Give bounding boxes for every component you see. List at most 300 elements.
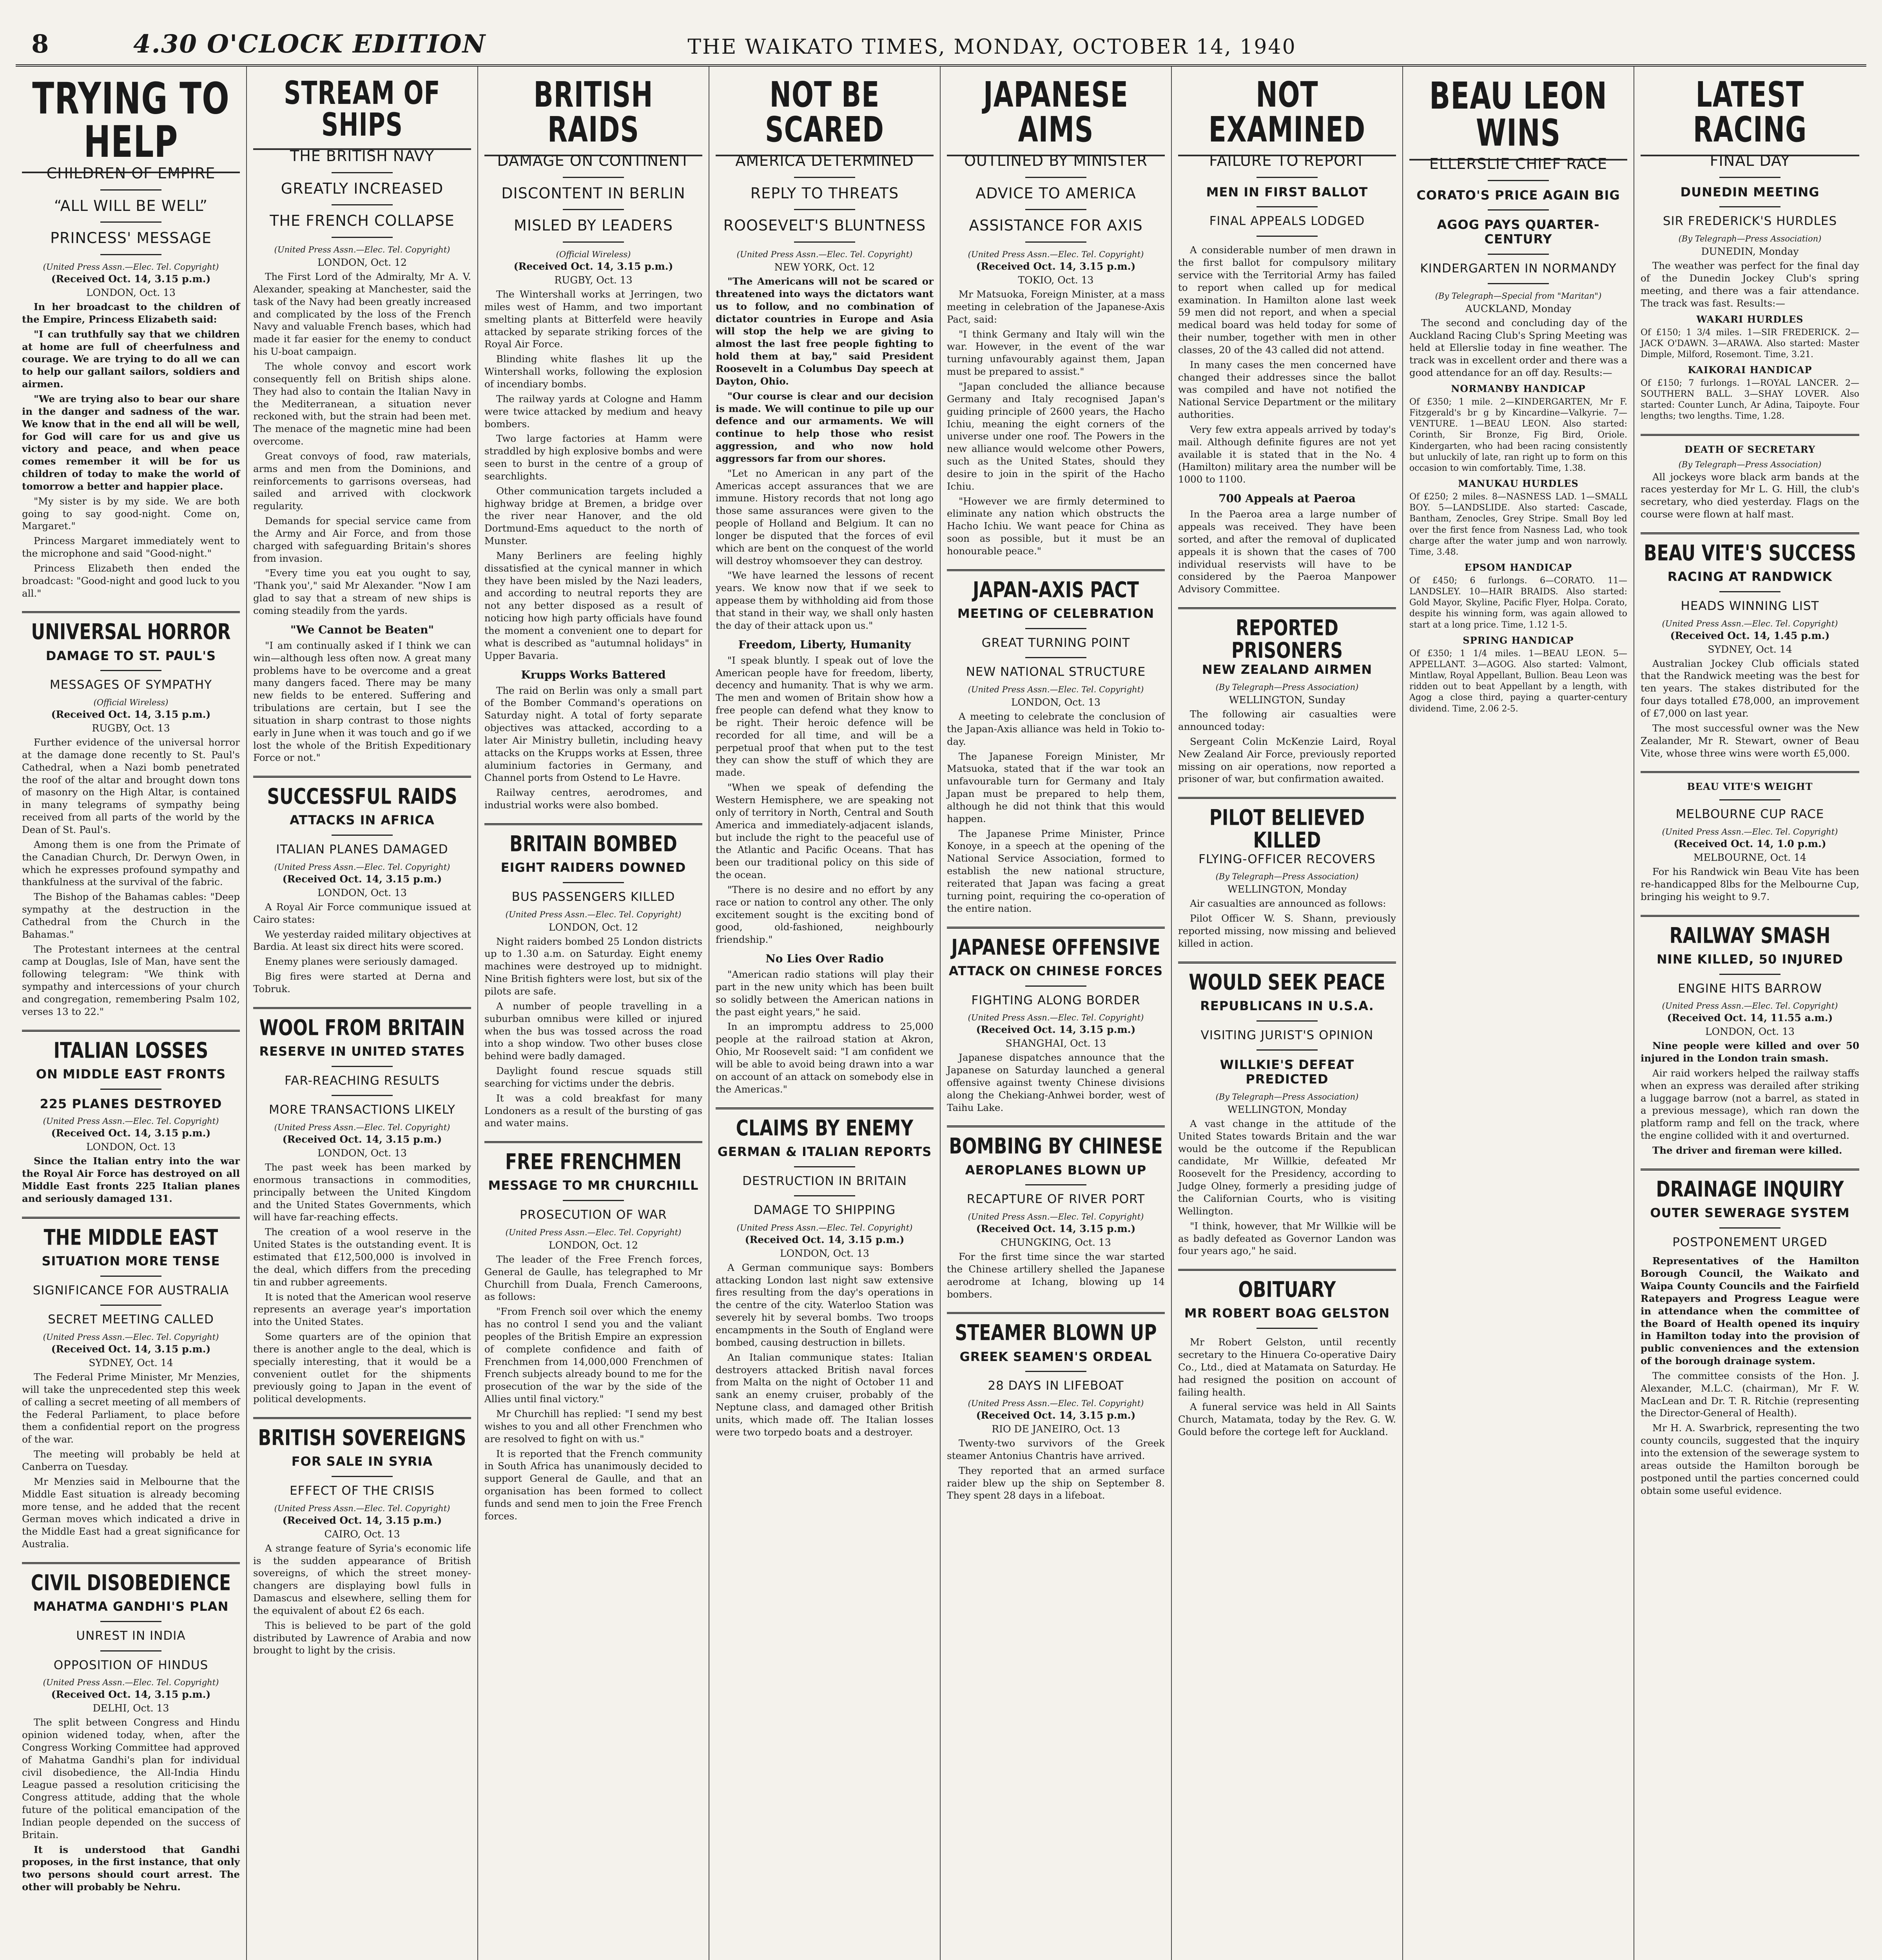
subheading: NINE KILLED, 50 INJURED <box>1657 951 1843 967</box>
wire-credit: (United Press Assn.—Elec. Tel. Copyright) <box>1662 619 1838 628</box>
subheading: AGOG PAYS QUARTER-CENTURY <box>1437 217 1600 247</box>
subheading: FOR SALE IN SYRIA <box>291 1454 433 1469</box>
paragraph: "When we speak of defending the Western Hemisphere, we are speaking not only of territory in North, Central and South America and immediately-adjacent islands, but include the right to the peaceful use of the Atlantic and Pacific Oceans. That has been our traditional policy on this side of the ocean. <box>716 782 934 881</box>
subheading: FLYING-OFFICER RECOVERS <box>1198 852 1376 866</box>
paragraph: Very few extra appeals arrived by today's mail. Although definite figures are not yet available it is stated that in the No. 4 (Hamilton) military area the number will be 1000 to 1100. <box>1178 423 1396 485</box>
wire-credit: (United Press Assn.—Elec. Tel. Copyright) <box>968 1212 1144 1222</box>
dateline: SYDNEY, Oct. 14 <box>1708 643 1792 655</box>
dateline: DUNEDIN, Monday <box>1701 246 1799 258</box>
received-time: (Received Oct. 14, 1.45 p.m.) <box>1670 630 1830 641</box>
paragraph: Twenty-two survivors of the Greek steamer Antonius Chantris have arrived. <box>947 1437 1165 1461</box>
headline: THE MIDDLE EAST <box>44 1225 218 1250</box>
headline: NOT BE SCARED <box>716 72 934 156</box>
subheading: GERMAN & ITALIAN REPORTS <box>717 1144 932 1159</box>
subheading: MEN IN FIRST BALLOT <box>1206 184 1368 200</box>
subheading: HEADS WINNING LIST <box>1681 599 1819 613</box>
wire-credit: (United Press Assn.—Elec. Tel. Copyright) <box>968 1013 1144 1023</box>
paragraph: It is noted that the American wool reserve represents an average year's importation into the United States. <box>253 1291 471 1328</box>
paragraph: The split between Congress and Hindu opinion widened today, when, after the Congress Working Committee had approved of Mahatma Gandhi's plan for individual civil disobedience, the All-India Hindu League passed a resolution criticising the Congress attitude, adding that the whole future of the political emancipation of the Indian people depended on the success of Britain. <box>22 1717 240 1840</box>
dateline: CAIRO, Oct. 13 <box>324 1528 400 1540</box>
dateline: LONDON, Oct. 13 <box>780 1247 869 1259</box>
columns <box>16 67 1866 1960</box>
paragraph: Representatives of the Hamilton Borough Council, the Waikato and Waipa County Councils and the Fairfield Ratepayers and Progress League were in attendance when the committee of the Board of Health opened its inquiry in Hamilton today into the provision of public conveniences and the extension of the borough drainage system. <box>1641 1255 1859 1367</box>
wire-credit: (United Press Assn.—Elec. Tel. Copyright) <box>968 685 1144 695</box>
received-time: (Received Oct. 14, 3.15 p.m.) <box>976 261 1136 272</box>
paragraph: Night raiders bombed 25 London districts up to 1.30 a.m. on Saturday. Eight enemy machines were destroyed up to midnight. Nine British fighters were lost, but six of the pilots are safe. <box>484 935 702 997</box>
headline: ITALIAN LOSSES <box>53 1038 209 1063</box>
paragraph: A vast change in the attitude of the United States towards Britain and the war would be the outcome if the Republican candidate, Mr Willkie, defeated Mr Roosevelt for the Presidency, according to Judge Olney, formerly a presiding judge of the Californian Courts, who is visiting Wellington. <box>1178 1118 1396 1217</box>
article-beau-vites-weight <box>1641 781 1859 903</box>
subheading: SIR FREDERICK'S HURDLES <box>1663 214 1837 229</box>
race-results: Of £450; 6 furlongs. 6—CORATO. 11—LANDSLEY. 10—HAIR BRAIDS. Also started: Gold Mayor, Skyline, Pacific Flyer, Holpa. Corato, despite his winning form, was again allowed to start at a long price. Time, 1.12 1-5. <box>1409 575 1627 630</box>
dateline: LONDON, Oct. 13 <box>317 887 407 898</box>
subheading: POSTPONEMENT URGED <box>1672 1235 1828 1249</box>
subheading: RECAPTURE OF RIVER PORT <box>966 1192 1145 1207</box>
paragraph: The second and concluding day of the Auckland Racing Club's Spring Meeting was held at Ellerslie today in fine weather. The track was in excellent order and there was a good attendance for an off day. Results:— <box>1409 317 1627 379</box>
paragraph: "Let no American in any part of the Americas accept assurances that we are immune. History records that not long ago those same assurances were given to the people of Holland and Belgium. It can no longer be disputed that the forces of evil which are bent on the conquest of the world will destroy whomsoever they can destroy. <box>716 467 934 566</box>
subheading: DAMAGE ON CONTINENT <box>497 152 690 169</box>
paragraph: "We have learned the lessons of recent years. We know now that if we seek to appease them by withholding aid from those that stand in their way, we shall only hasten the day of their attack upon us." <box>716 570 934 631</box>
subheading: WILLKIE'S DEFEAT PREDICTED <box>1220 1057 1354 1087</box>
subheading: REPUBLICANS IN U.S.A. <box>1200 998 1374 1013</box>
article-latest-racing <box>1641 72 1859 422</box>
race-results: Of £350; 1 1/4 miles. 1—BEAU LEON. 5—APPELLANT. 3—AGOG. Also started: Valmont, Mintlaw, Royal Appellant, Bullion. Beau Leon was ridden out to beat Appellant by a length, with Agog a close third, paying a quarter-century dividend. Time, 2.06 2-5. <box>1409 648 1627 714</box>
dateline: WELLINGTON, Monday <box>1227 1103 1347 1115</box>
headline: WOOL FROM BRITAIN <box>259 1015 465 1040</box>
paragraph: All jockeys wore black arm bands at the races yesterday for Mr L. G. Hill, the club's secretary, who died yesterday. Flags on the course were flown at half mast. <box>1641 471 1859 520</box>
subheading: UNREST IN INDIA <box>76 1628 186 1643</box>
paragraph: The leader of the Free French forces, General de Gaulle, has telegraphed to Mr Churchill from Duala, French Cameroons, as follows: <box>484 1253 702 1303</box>
paragraph: Enemy planes were seriously damaged. <box>265 956 458 967</box>
received-time: (Received Oct. 14, 3.15 p.m.) <box>282 1134 442 1145</box>
paragraph: Australian Jockey Club officials stated that the Randwick meeting was the best for ten years. The stakes distributed for the four days totalled £78,000, an improvement of £7,000 on last year. <box>1641 657 1859 719</box>
received-time: (Received Oct. 14, 3.15 p.m.) <box>745 1234 905 1245</box>
subheading: SITUATION MORE TENSE <box>42 1254 220 1269</box>
headline: PILOT BELIEVED KILLED <box>1209 805 1365 853</box>
received-time: (Received Oct. 14, 3.15 p.m.) <box>51 1127 211 1139</box>
subheading: SIGNIFICANCE FOR AUSTRALIA <box>33 1283 229 1298</box>
article-wool-from-britain <box>253 1017 471 1405</box>
subheading: GREEK SEAMEN'S ORDEAL <box>959 1349 1152 1364</box>
subheading: KINDERGARTEN IN NORMANDY <box>1420 261 1617 276</box>
article-civil-disobedience <box>22 1572 240 1893</box>
dateline: AUCKLAND, Monday <box>1465 303 1572 314</box>
subheading: EFFECT OF THE CRISIS <box>290 1484 435 1498</box>
paragraph: A number of people travelling in a suburban omnibus were killed or injured when the bus was tossed across the road into a shop window. Two other buses close behind were badly damaged. <box>484 1000 702 1062</box>
paragraph: Demands for special service came from the Army and Air Force, and from those charged with safeguarding Britain's shores from invasion. <box>253 515 471 564</box>
wire-credit: (United Press Assn.—Elec. Tel. Copyright) <box>505 1227 682 1237</box>
paragraph: In the Paeroa area a large number of appeals was received. They have been sorted, and after the removal of duplicated appeals it is shown that the cases of 700 individual reservists will have to be considered by the Paeroa Manpower Advisory Committee. <box>1178 508 1396 595</box>
subheading: MORE TRANSACTIONS LIKELY <box>269 1103 455 1117</box>
paragraph: The Japanese Prime Minister, Prince Konoye, in a speech at the opening of the National Service Association, formed to establish the new national structure, reiterated that Japan was facing a great turning point, requiring the co-operation of the entire nation. <box>947 828 1165 914</box>
paragraph: The Wintershall works at Jerringen, two miles west of Hamm, and two important smelting plants at Bitterfeld were heavily attacked by separate striking forces of the Royal Air Force. <box>484 289 702 350</box>
headline: JAPANESE AIMS <box>947 72 1165 156</box>
subheading: GREATLY INCREASED <box>281 180 444 197</box>
subheading: DUNEDIN MEETING <box>1680 184 1820 200</box>
received-time: (Received Oct. 14, 3.15 p.m.) <box>282 1514 442 1526</box>
dateline: SHANGHAI, Oct. 13 <box>1005 1038 1106 1049</box>
paragraph: Mr Churchill has replied: "I send my best wishes to you and all other Frenchmen who are resolved to fight on with us." <box>484 1408 702 1445</box>
paragraph: This is believed to be part of the gold distributed by Lawrence of Arabia and now brought to light by the crisis. <box>253 1619 471 1656</box>
article-japan-axis-pact <box>947 579 1165 915</box>
subheading: ROOSEVELT'S BLUNTNESS <box>723 217 926 234</box>
wire-credit: (United Press Assn.—Elec. Tel. Copyright) <box>1662 1001 1838 1011</box>
paragraph: The raid on Berlin was only a small part of the Bomber Command's operations on Saturday night. A total of forty separate objectives was attacked, according to a later Air Ministry bulletin, including heavy attacks on the Krupps works at Essen, three aluminium factories in Germany, and Channel ports from Ostend to Le Havre. <box>484 684 702 784</box>
race-results: Of £250; 2 miles. 8—NASNESS LAD. 1—SMALL BOY. 5—LANDSLIDE. Also started: Cascade, Bantham, Zenocles, Grey Stripe. Small Boy led over the first fence from Nasness Lad, who took charge after the water jump and won narrowly. Time, 3.48. <box>1409 492 1627 557</box>
race-heading: MANUKAU HURDLES <box>1458 478 1579 490</box>
dateline: WELLINGTON, Monday <box>1227 884 1347 895</box>
race-heading: SPRING HANDICAP <box>1463 634 1574 646</box>
subheading: REPLY TO THREATS <box>750 184 899 202</box>
dateline: LONDON, Oct. 13 <box>86 1141 176 1153</box>
paragraph: Further evidence of the universal horror at the damage done recently to St. Paul's Cathedral, when a Nazi bomb penetrated the roof of the altar and brought down tons of masonry on the High Altar, is contained in many telegrams of sympathy being received from all parts of the world by the Dean of St. Paul's. <box>22 737 240 835</box>
received-time: (Received Oct. 14, 3.15 p.m.) <box>282 873 442 885</box>
column-1 <box>16 67 247 1960</box>
paragraph: Air casualties are announced as follows: <box>1190 898 1386 909</box>
race-heading: NORMANBY HANDICAP <box>1451 383 1586 394</box>
paragraph: "I think Germany and Italy will win the war. However, in the event of the war turning unfavourably against them, Japan must be prepared to assist." <box>947 328 1165 377</box>
article-free-frenchmen <box>484 1151 702 1522</box>
received-time: (Received Oct. 14, 1.0 p.m.) <box>1673 838 1826 849</box>
paragraph: Pilot Officer W. S. Shann, previously reported missing, now missing and believed killed in action. <box>1178 913 1396 949</box>
article-british-sovereigns <box>253 1427 471 1657</box>
paragraph: The most successful owner was the New Zealander, Mr R. Stewart, owner of Beau Vite, whose three wins were worth £5,000. <box>1641 722 1859 759</box>
headline: BRITAIN BOMBED <box>509 831 677 857</box>
wire-credit: (Official Wireless) <box>93 698 169 708</box>
article-successful-raids <box>253 786 471 995</box>
wire-credit: (United Press Assn.—Elec. Tel. Copyright) <box>274 862 450 872</box>
subheading: ATTACKS IN AFRICA <box>290 813 435 828</box>
page-number: 8 <box>31 29 49 59</box>
subheading: NEW NATIONAL STRUCTURE <box>966 665 1146 679</box>
wire-credit: (United Press Assn.—Elec. Tel. Copyright) <box>1662 827 1838 837</box>
article-claims-by-enemy <box>716 1117 934 1439</box>
paragraph: Since the Italian entry into the war the Royal Air Force has destroyed on all Middle East fronts 225 Italian planes and seriously damaged 131. <box>22 1155 240 1204</box>
headline: UNIVERSAL HORROR <box>31 619 231 645</box>
paragraph: For his Randwick win Beau Vite has been re-handicapped 8lbs for the Melbourne Cup, bringing his weight to 9.7. <box>1641 866 1859 902</box>
headline: TRYING TO HELP <box>22 72 240 173</box>
subheading: ASSISTANCE FOR AXIS <box>969 217 1143 234</box>
race-results: Of £150; 7 furlongs. 1—ROYAL LANCER. 2—SOUTHERN BALL. 3—SHAY LOVER. Also started: Counter Lunch, Ar Adina, Taipoyte. Four lengths; two lengths. Time, 1.28. <box>1641 378 1859 421</box>
headline: DRAINAGE INQUIRY <box>1656 1176 1844 1202</box>
paragraph: The Protestant internees at the central camp at Douglas, Isle of Man, have sent the following telegram: "We think with sympathy and intercessions of your church and congregation, remembering Psalm 102, verses 13 to 22." <box>22 943 240 1017</box>
headline: NOT EXAMINED <box>1178 72 1396 156</box>
article-obituary <box>1178 1279 1396 1438</box>
article-trying-to-help <box>22 72 240 599</box>
paragraph: The meeting will probably be held at Canberra on Tuesday. <box>22 1448 240 1472</box>
headline: CLAIMS BY ENEMY <box>736 1115 914 1141</box>
subheading: MR ROBERT BOAG GELSTON <box>1184 1306 1390 1321</box>
paragraph: Japanese dispatches announce that the Japanese on Saturday launched a general offensive against twenty Chinese divisions along the Chekiang-Anhwei border, west of Taihu Lake. <box>947 1052 1165 1113</box>
headline: LATEST RACING <box>1641 72 1859 156</box>
headline: JAPANESE OFFENSIVE <box>951 935 1160 960</box>
article-railway-smash <box>1641 925 1859 1157</box>
article-beau-vites-success <box>1641 542 1859 759</box>
dateline: RUGBY, Oct. 13 <box>92 722 170 734</box>
edition-label: 4.30 O'CLOCK EDITION <box>133 29 486 59</box>
paragraph: A considerable number of men drawn in the first ballot for compulsory military service with the Territorial Army has failed to report when called up for medical examination. In Hamilton alone last week 59 men did not report, and when a special medical board was held today for some of their number, together with men in other classes, 20 of the 43 called did not attend. <box>1178 244 1396 356</box>
subheading: ADVICE TO AMERICA <box>975 184 1136 202</box>
subheading: MAHATMA GANDHI'S PLAN <box>33 1599 229 1614</box>
dateline: LONDON, Oct. 12 <box>549 1239 638 1251</box>
wire-credit: (By Telegraph—Press Association) <box>1678 234 1822 244</box>
paragraph: Princess Margaret immediately went to the microphone and said "Good-night." <box>22 535 240 559</box>
article-bombing-by-chinese <box>947 1135 1165 1300</box>
article-steamer-blown-up <box>947 1322 1165 1502</box>
received-time: (Received Oct. 14, 3.15 p.m.) <box>51 1343 211 1355</box>
wire-credit: (United Press Assn.—Elec. Tel. Copyright) <box>968 1399 1144 1408</box>
article-universal-horror <box>22 621 240 1018</box>
subheading: OPPOSITION OF HINDUS <box>53 1658 209 1672</box>
wire-credit: (United Press Assn.—Elec. Tel. Copyright) <box>274 245 450 255</box>
dateline: DELHI, Oct. 13 <box>92 1702 169 1714</box>
dateline: LONDON, Oct. 13 <box>1011 697 1101 708</box>
wire-credit: (By Telegraph—Press Association) <box>1678 459 1822 469</box>
paragraph: The First Lord of the Admiralty, Mr A. V. Alexander, speaking at Manchester, said the task of the Navy had been greatly increased and complicated by the loss of the French Navy and valuable French bases, which had made it far easier for the enemy to conduct his U-boat campaign. <box>253 271 471 358</box>
paragraph: Mr H. A. Swarbrick, representing the two county councils, suggested that the inquiry into the extension of the sewerage system to areas outside the Hamilton borough be postponed until the parties concerned could obtain some useful evidence. <box>1641 1422 1859 1496</box>
subheading: BUS PASSENGERS KILLED <box>511 889 675 904</box>
dateline: RIO DE JANEIRO, Oct. 13 <box>992 1423 1120 1435</box>
paragraph: In her broadcast to the children of the Empire, Princess Elizabeth said: <box>22 301 240 325</box>
paragraph: The whole convoy and escort work consequently fell on British ships alone. They had also to contain the Italian Navy in the Mediterranean, a situation never reckoned with, but the strain had been met. The menace of the magnetic mine had been overcome. <box>253 360 471 447</box>
column-6 <box>1172 67 1403 1960</box>
article-britain-bombed <box>484 833 702 1129</box>
paragraph: "There is no desire and no effort by any race or nation to control any other. The only excitement sought is the exciting bond of good, old-fashioned, neighbourly friendship." <box>716 884 934 946</box>
article-british-raids <box>484 72 702 811</box>
paragraph: "The Americans will not be scared or threatened into ways the dictators want us to follow, and no combination of dictator countries in Europe and Asia will stop the help we are giving to almost the last free people fighting to hold them at bay," said President Roosevelt in a Columbus Day speech at Dayton, Ohio. <box>716 276 934 387</box>
headline: CIVIL DISOBEDIENCE <box>31 1570 231 1595</box>
article-japanese-offensive <box>947 936 1165 1114</box>
headline: BOMBING BY CHINESE <box>949 1134 1163 1159</box>
received-time: (Received Oct. 14, 3.15 p.m.) <box>513 261 673 272</box>
race-heading: WAKARI HURDLES <box>1696 313 1804 325</box>
paragraph: "Every time you eat you ought to say, 'Thank you'," said Mr Alexander. "Now I am glad to say that a stream of new ships is coming steadily from the yards. <box>253 567 471 616</box>
wire-credit: (United Press Assn.—Elec. Tel. Copyright) <box>43 262 219 272</box>
headline: BEAU LEON WINS <box>1409 72 1627 160</box>
wire-credit: (United Press Assn.—Elec. Tel. Copyright) <box>43 1332 219 1342</box>
column-3 <box>478 67 709 1960</box>
paragraph: An Italian communique states: Italian destroyers attacked British naval forces from Malta on the night of October 11 and sank an enemy cruiser, probably of the Neptune class, and damaged other British units, which made off. The Italian losses were two torpedo boats and a destroyer. <box>716 1351 934 1438</box>
paragraph: "However we are firmly determined to eliminate any nation which obstructs the Hacho Ichiu. We want peace for China as soon as possible, but it must be an honourable peace." <box>947 495 1165 557</box>
article-would-seek-peace <box>1178 971 1396 1258</box>
subheading: ON MIDDLE EAST FRONTS <box>36 1066 226 1082</box>
dateline: LONDON, Oct. 12 <box>549 921 638 933</box>
wire-credit: (United Press Assn.—Elec. Tel. Copyright) <box>43 1678 219 1688</box>
paragraph: Princess Elizabeth then ended the broadcast: "Good-night and good luck to you all." <box>22 562 240 599</box>
headline: JAPAN-AXIS PACT <box>973 577 1139 603</box>
race-results: Of £150; 1 3/4 miles. 1—SIR FREDERICK. 2—JACK O'DAWN. 3—ARAWA. Also started: Master Dimple, Milford, Rosemont. Time, 3.21. <box>1641 327 1859 359</box>
paragraph: A funeral service was held in All Saints Church, Matamata, today by the Rev. G. W. Gould before the cortege left for Auckland. <box>1178 1401 1396 1438</box>
headline: OBITUARY <box>1238 1277 1336 1303</box>
subheading: FIGHTING ALONG BORDER <box>971 993 1140 1007</box>
headline: FREE FRENCHMEN <box>505 1149 682 1175</box>
headline: STREAM OF SHIPS <box>253 72 471 150</box>
column-2 <box>247 67 478 1960</box>
received-time: (Received Oct. 14, 3.15 p.m.) <box>51 273 211 285</box>
subheading: ELLERSLIE CHIEF RACE <box>1429 155 1608 172</box>
paragraph: In an impromptu address to 25,000 people at the railroad station at Akron, Ohio, Mr Roosevelt said: "I am confident we will be able to avoid being drawn into a war on account of an attack on somebody else in the Americas." <box>716 1021 934 1095</box>
paragraph: Air raid workers helped the railway staffs when an express was derailed after striking a luggage barrow (not a barrel, as stated in a previous message), which ran down the platform ramp and fell on the track, where the engine collided with it and overturned. <box>1641 1067 1859 1142</box>
column-7 <box>1403 67 1634 1960</box>
paragraph: Great convoys of food, raw materials, arms and men from the Dominions, and reinforcements to garrisons overseas, had sailed and arrived with clockwork regularity. <box>253 450 471 512</box>
column-4 <box>709 67 941 1960</box>
headline: BEAU VITE'S WEIGHT <box>1687 781 1813 793</box>
subheading: FAILURE TO REPORT <box>1209 152 1365 169</box>
article-not-examined <box>1178 72 1396 595</box>
paragraph: "I think, however, that Mr Willkie will be as badly defeated as Governor Landon was four years ago," he said. <box>1178 1220 1396 1257</box>
article-drainage-inquiry <box>1641 1178 1859 1497</box>
race-heading: KAIKORAI HANDICAP <box>1688 364 1812 376</box>
wire-credit: (United Press Assn.—Elec. Tel. Copyright) <box>274 1503 450 1513</box>
wire-credit: (United Press Assn.—Elec. Tel. Copyright) <box>968 250 1144 260</box>
dateline: MELBOURNE, Oct. 14 <box>1693 851 1806 863</box>
wire-credit: (By Telegraph—Press Association) <box>1215 872 1359 882</box>
subheading: FINAL DAY <box>1710 152 1790 169</box>
received-time: (Received Oct. 14, 3.15 p.m.) <box>51 709 211 720</box>
paragraph: "From French soil over which the enemy has no control I send you and the valiant peoples of the British Empire an expression of complete confidence and faith of Frenchmen from 14,000,000 Frenchmen of French subjects already bound to me for the prosecution of the war by the side of the Allies until final victory." <box>484 1306 702 1405</box>
paragraph: The following air casualties were announced today: <box>1178 708 1396 733</box>
paragraph: Other communication targets included a highway bridge at Bremen, a bridge over the river near Hanover, and the old Dortmund-Ems aqueduct to the north of Munster. <box>484 485 702 547</box>
article-beau-leon-wins <box>1409 72 1627 715</box>
paragraph: In many cases the men concerned have changed their addresses since the ballot was compiled and have not notified the National Service Department or the military authorities. <box>1178 359 1396 421</box>
dateline: RUGBY, Oct. 13 <box>554 274 633 286</box>
paragraph: Daylight found rescue squads still searching for victims under the debris. <box>484 1065 702 1089</box>
subheading: 225 PLANES DESTROYED <box>40 1096 222 1111</box>
subheading: MEETING OF CELEBRATION <box>957 606 1155 621</box>
column-8 <box>1634 67 1866 1960</box>
subheading: OUTLINED BY MINISTER <box>964 152 1148 169</box>
received-time: (Received Oct. 14, 11.55 a.m.) <box>1667 1012 1833 1024</box>
headline: STEAMER BLOWN UP <box>955 1320 1157 1346</box>
dateline: LONDON, Oct. 12 <box>317 257 407 269</box>
paragraph: Blinding white flashes lit up the Wintershall works, following the explosion of incendiary bombs. <box>484 353 702 390</box>
subheading: 28 DAYS IN LIFEBOAT <box>988 1379 1124 1393</box>
section-kicker: 700 Appeals at Paeroa <box>1218 492 1356 505</box>
subheading: ATTACK ON CHINESE FORCES <box>948 963 1163 978</box>
dateline: LONDON, Oct. 13 <box>317 1147 407 1159</box>
subheading: GREAT TURNING POINT <box>981 635 1130 650</box>
paragraph: "Our course is clear and our decision is made. We will continue to pile up our defence and our armaments. We will continue to help those who resist aggression, and who now hold aggressors far from our shores. <box>716 390 934 464</box>
section-kicker: "We Cannot be Beaten" <box>290 623 434 636</box>
article-stream-of-ships <box>253 72 471 764</box>
paragraph: The Japanese Foreign Minister, Mr Matsuoka, stated that if the war took an unfavourable turn for Germany and Italy Japan must be prepared to help them, although he did not think that this would happen. <box>947 750 1165 824</box>
subheading: ITALIAN PLANES DAMAGED <box>276 842 448 857</box>
subheading: DAMAGE TO SHIPPING <box>753 1203 896 1218</box>
headline: DEATH OF SECRETARY <box>1684 443 1816 455</box>
subheading: CHILDREN OF EMPIRE <box>46 165 216 182</box>
dateline: LONDON, Oct. 13 <box>1705 1026 1795 1038</box>
dateline: TOKIO, Oct. 13 <box>1018 274 1094 286</box>
paragraph: "Japan concluded the alliance because Germany and Italy recognised Japan's guiding principle of 2600 years, the Hacho Ichiu, meaning the eight corners of the universe under one roof. The Powers in the new alliance would welcome other Powers, such as the United States, should they desire to join in the spirit of the Hacho Ichiu. <box>947 380 1165 492</box>
subheading: CORATO'S PRICE AGAIN BIG <box>1416 187 1620 203</box>
subheading: MESSAGES OF SYMPATHY <box>49 678 212 692</box>
headline: BRITISH RAIDS <box>484 72 702 156</box>
subheading: THE FRENCH COLLAPSE <box>270 212 455 230</box>
article-reported-prisoners <box>1178 617 1396 785</box>
paragraph: The driver and fireman were killed. <box>1652 1144 1842 1156</box>
wire-credit: (Official Wireless) <box>556 250 631 260</box>
paragraph: A strange feature of Syria's economic life is the sudden appearance of British sovereigns, of which the street money-changers are displaying bowl fulls in Damascus and elsewhere, selling them for the equivalent of about £2 6s each. <box>253 1542 471 1616</box>
subheading: NEW ZEALAND AIRMEN <box>1202 662 1373 677</box>
paragraph: Mr Menzies said in Melbourne that the Middle East situation is already becoming more tense, and he added that the recent German moves which indicated a drive in the Middle East had a great significance for Australia. <box>22 1475 240 1550</box>
masthead <box>16 8 1866 67</box>
paragraph: "I speak bluntly. I speak out of love the American people have for freedom, liberty, decency and humanity. That is why we arm. The men and women of Britain show how a free people can defend what they know to be right. Their heroic defence will be recorded for all time, and will be a perpetual proof that when put to the test they can show the stuff of which they are made. <box>716 654 934 779</box>
paragraph: "American radio stations will play their part in the new unity which has been built so solidly between the American nations in the past eight years," he said. <box>716 969 934 1018</box>
paper-dateline: THE WAIKATO TIMES, MONDAY, OCTOBER 14, 1940 <box>687 35 1296 59</box>
paragraph: We yesterday raided military objectives at Bardia. At least six direct hits were scored. <box>253 928 471 953</box>
article-pilot-believed-killed <box>1178 807 1396 949</box>
wire-credit: (By Telegraph—Press Association) <box>1215 682 1359 692</box>
paragraph: The committee consists of the Hon. J. Alexander, M.L.C. (chairman), Mr F. W. MacLean and Dr. T. R. Ritchie (representing the Director-General of Health). <box>1641 1370 1859 1419</box>
headline: RAILWAY SMASH <box>1669 923 1831 948</box>
paragraph: Mr Robert Gelston, until recently secretary to the Hinuera Co-operative Dairy Co., Ltd., died at Matamata on Saturday. He had resigned the position on account of failing health. <box>1178 1336 1396 1398</box>
paragraph: They reported that an armed surface raider blew up the ship on September 8. They spent 28 days in a lifeboat. <box>947 1465 1165 1501</box>
subheading: EIGHT RAIDERS DOWNED <box>500 860 686 875</box>
paragraph: For the first time since the war started the Chinese artillery shelled the Japanese aerodrome at Ichang, blowing up 14 bombers. <box>947 1251 1165 1300</box>
received-time: (Received Oct. 14, 3.15 p.m.) <box>51 1689 211 1700</box>
article-japanese-aims <box>947 72 1165 557</box>
wire-credit: (United Press Assn.—Elec. Tel. Copyright) <box>736 1223 913 1232</box>
subheading: OUTER SEWERAGE SYSTEM <box>1650 1205 1850 1220</box>
subheading: “ALL WILL BE WELL” <box>54 197 208 214</box>
dateline: LONDON, Oct. 13 <box>86 287 176 299</box>
headline: REPORTED PRISONERS <box>1231 615 1343 663</box>
paragraph: Among them is one from the Primate of the Canadian Church, Dr. Derwyn Owen, in which he expresses profound sympathy and thankfulness at the survival of the fabric. <box>22 838 240 888</box>
paragraph: "I am continually asked if I think we can win—although less often now. A great many problems have to be overcome and a great many dangers faced. There may be many new fields to be entered. Suffering and tribulations are certain, but I see the situation in sharp contrast to those nights early in June when it was touch and go if we lost the whole of the British Expeditionary Force or not." <box>253 639 471 764</box>
subheading: FINAL APPEALS LODGED <box>1209 214 1365 229</box>
race-heading: EPSOM HANDICAP <box>1464 561 1572 573</box>
article-death-of-secretary <box>1641 444 1859 521</box>
paragraph: Railway centres, aerodromes, and industrial works were also bombed. <box>484 787 702 811</box>
subheading: RACING AT RANDWICK <box>1667 569 1833 584</box>
paragraph: A German communique says: Bombers attacking London last night saw extensive fires resulting from the day's operations in the centre of the city. Waterloo Station was severely hit by several bombs. Two troops encampments in the South of England were bombed, causing destruction in billets. <box>716 1261 934 1348</box>
section-kicker: Krupps Works Battered <box>521 668 666 681</box>
subheading: ENGINE HITS BARROW <box>1677 981 1822 996</box>
dateline: NEW YORK, Oct. 12 <box>774 261 875 273</box>
headline: BEAU VITE'S SUCCESS <box>1644 541 1856 566</box>
paragraph: "We are trying also to bear our share in the danger and sadness of the war. We know that in the end all will be well, for God will care for us and give us victory and peace, and when peace comes remember it will be for us children of today to make the world of tomorrow a better and happier place. <box>22 393 240 492</box>
headline: BRITISH SOVEREIGNS <box>258 1425 466 1451</box>
subheading: DESTRUCTION IN BRITAIN <box>742 1174 907 1188</box>
headline: SUCCESSFUL RAIDS <box>267 784 457 809</box>
section-kicker: Freedom, Liberty, Humanity <box>738 638 911 651</box>
subheading: MESSAGE TO MR CHURCHILL <box>488 1178 699 1193</box>
subheading: THE BRITISH NAVY <box>290 147 434 165</box>
dateline: CHUNGKING, Oct. 13 <box>1001 1237 1111 1249</box>
subheading: RESERVE IN UNITED STATES <box>259 1044 465 1059</box>
wire-credit: (By Telegraph—Special from "Maritan") <box>1435 291 1602 301</box>
paragraph: Sergeant Colin McKenzie Laird, Royal New Zealand Air Force, previously reported missing on air operations, now reported a prisoner of war, but confirmation awaited. <box>1178 735 1396 785</box>
paragraph: The Bishop of the Bahamas cables: "Deep sympathy at the destruction in the Cathedral from the Church in the Bahamas." <box>22 891 240 940</box>
dateline: WELLINGTON, Sunday <box>1229 694 1345 706</box>
article-not-be-scared <box>716 72 934 1096</box>
subheading: PRINCESS' MESSAGE <box>50 229 212 247</box>
wire-credit: (United Press Assn.—Elec. Tel. Copyright) <box>274 1123 450 1132</box>
subheading: FAR-REACHING RESULTS <box>285 1073 440 1088</box>
paragraph: The railway yards at Cologne and Hamm were twice attacked by medium and heavy bombers. <box>484 393 702 430</box>
paragraph: Two large factories at Hamm were straddled by high explosive bombs and were seen to burst in the centre of a group of searchlights. <box>484 433 702 482</box>
subheading: AEROPLANES BLOWN UP <box>965 1162 1147 1178</box>
paragraph: The weather was perfect for the final day of the Dunedin Jockey Club's spring meeting, and there was a fair attendance. The track was fast. Results:— <box>1641 260 1859 309</box>
column-5 <box>941 67 1172 1960</box>
paragraph: "My sister is by my side. We are both going to say good-night. Come on, Margaret." <box>22 495 240 532</box>
paragraph: It is reported that the French community in South Africa has unanimously decided to support General de Gaulle, and that an organisation has been formed to collect funds and send men to join the Free French forces. <box>484 1448 702 1522</box>
wire-credit: (United Press Assn.—Elec. Tel. Copyright) <box>505 909 682 919</box>
article-italian-losses <box>22 1040 240 1205</box>
paragraph: Big fires were started at Derna and Tobruk. <box>253 971 471 995</box>
received-time: (Received Oct. 14, 3.15 p.m.) <box>976 1410 1136 1421</box>
paragraph: "I can truthfully say that we children at home are full of cheerfulness and courage. We are trying to do all we can to help our gallant sailors, soldiers and airmen. <box>22 328 240 390</box>
